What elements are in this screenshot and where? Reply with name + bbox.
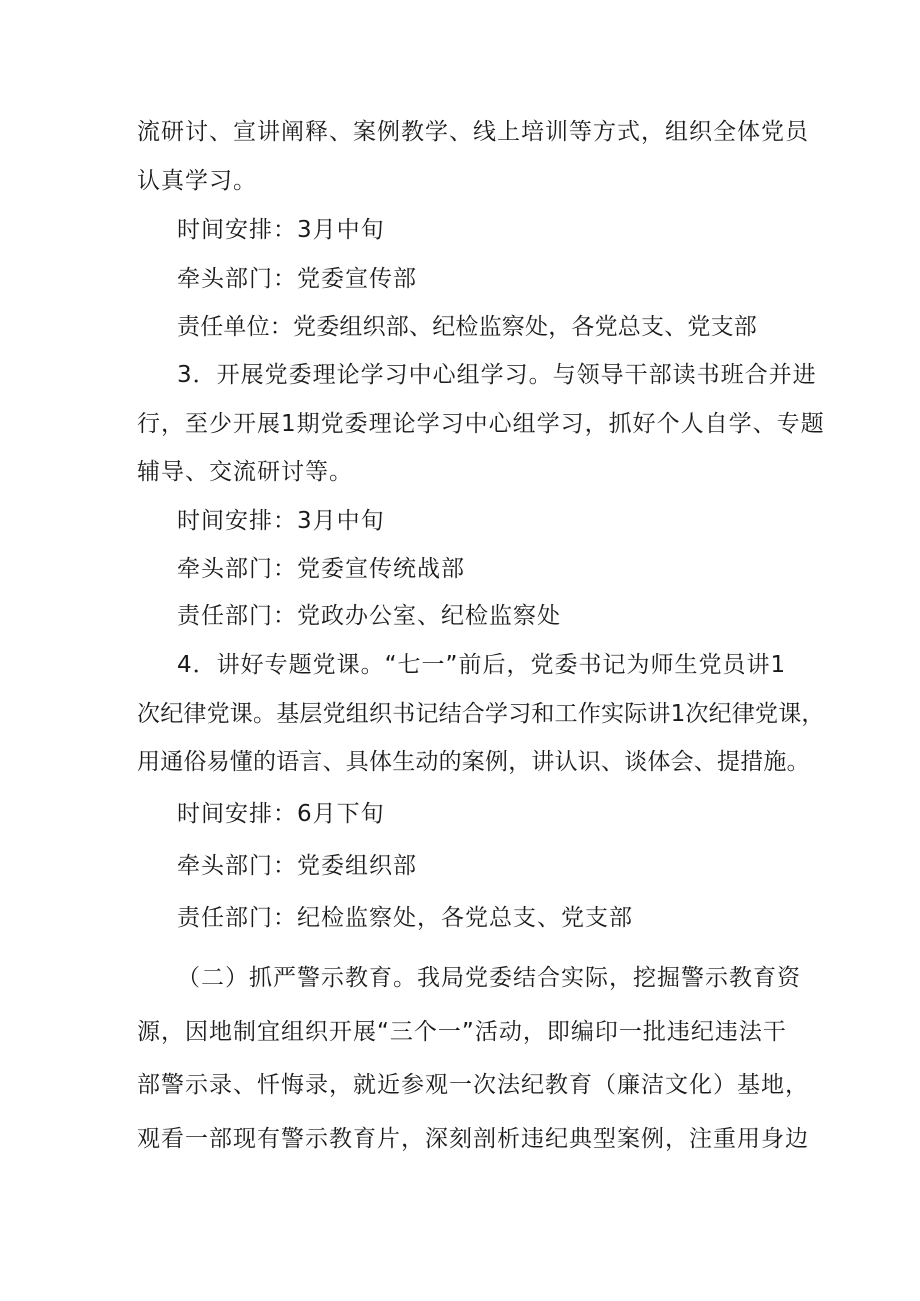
section-2-line-3: 部警示录、忏悔录，就近参观一次法纪教育（廉洁文化）基地， (137, 1072, 809, 1098)
item-1-time: 时间安排：3月中旬 (177, 217, 385, 243)
paragraph-3-line-2: 行，至少开展1期党委理论学习中心组学习，抓好个人自学、专题 (137, 411, 825, 437)
paragraph-4-line-1: 4．讲好专题党课。“七一”前后，党委书记为师生党员讲1 (177, 652, 787, 678)
paragraph-4-line-2: 次纪律党课。基层党组织书记结合学习和工作实际讲1次纪律党课， (137, 701, 825, 727)
section-2-line-4: 观看一部现有警示教育片，深刻剖析违纪典型案例，注重用身边 (137, 1126, 809, 1152)
item-1-responsible: 责任单位：党委组织部、纪检监察处，各党总支、党支部 (177, 314, 757, 340)
item-4-lead: 牵头部门：党委组织部 (177, 853, 417, 879)
paragraph-3-line-3: 辅导、交流研讨等。 (137, 459, 353, 485)
item-1-lead: 牵头部门：党委宣传部 (177, 266, 417, 292)
section-2-line-2: 源，因地制宜组织开展“三个一”活动，即编印一批违纪违法干 (137, 1019, 787, 1045)
section-2-line-1: （二）抓严警示教育。我局党委结合实际，挖掘警示教育资 (177, 965, 801, 991)
item-4-responsible: 责任部门：纪检监察处，各党总支、党支部 (177, 905, 633, 931)
paragraph-4-line-3: 用通俗易懂的语言、具体生动的案例，讲认识、谈体会、提措施。 (137, 749, 810, 775)
paragraph-1-line-1: 流研讨、宣讲阐释、案例教学、线上培训等方式，组织全体党员 (137, 119, 809, 145)
item-3-lead: 牵头部门：党委宣传统战部 (177, 556, 465, 582)
item-4-time: 时间安排：6月下旬 (177, 801, 385, 827)
paragraph-1-line-2: 认真学习。 (137, 168, 257, 194)
item-3-responsible: 责任部门：党政办公室、纪检监察处 (177, 603, 561, 629)
paragraph-3-line-1: 3．开展党委理论学习中心组学习。与领导干部读书班合并进 (177, 362, 817, 388)
item-3-time: 时间安排：3月中旬 (177, 508, 385, 534)
